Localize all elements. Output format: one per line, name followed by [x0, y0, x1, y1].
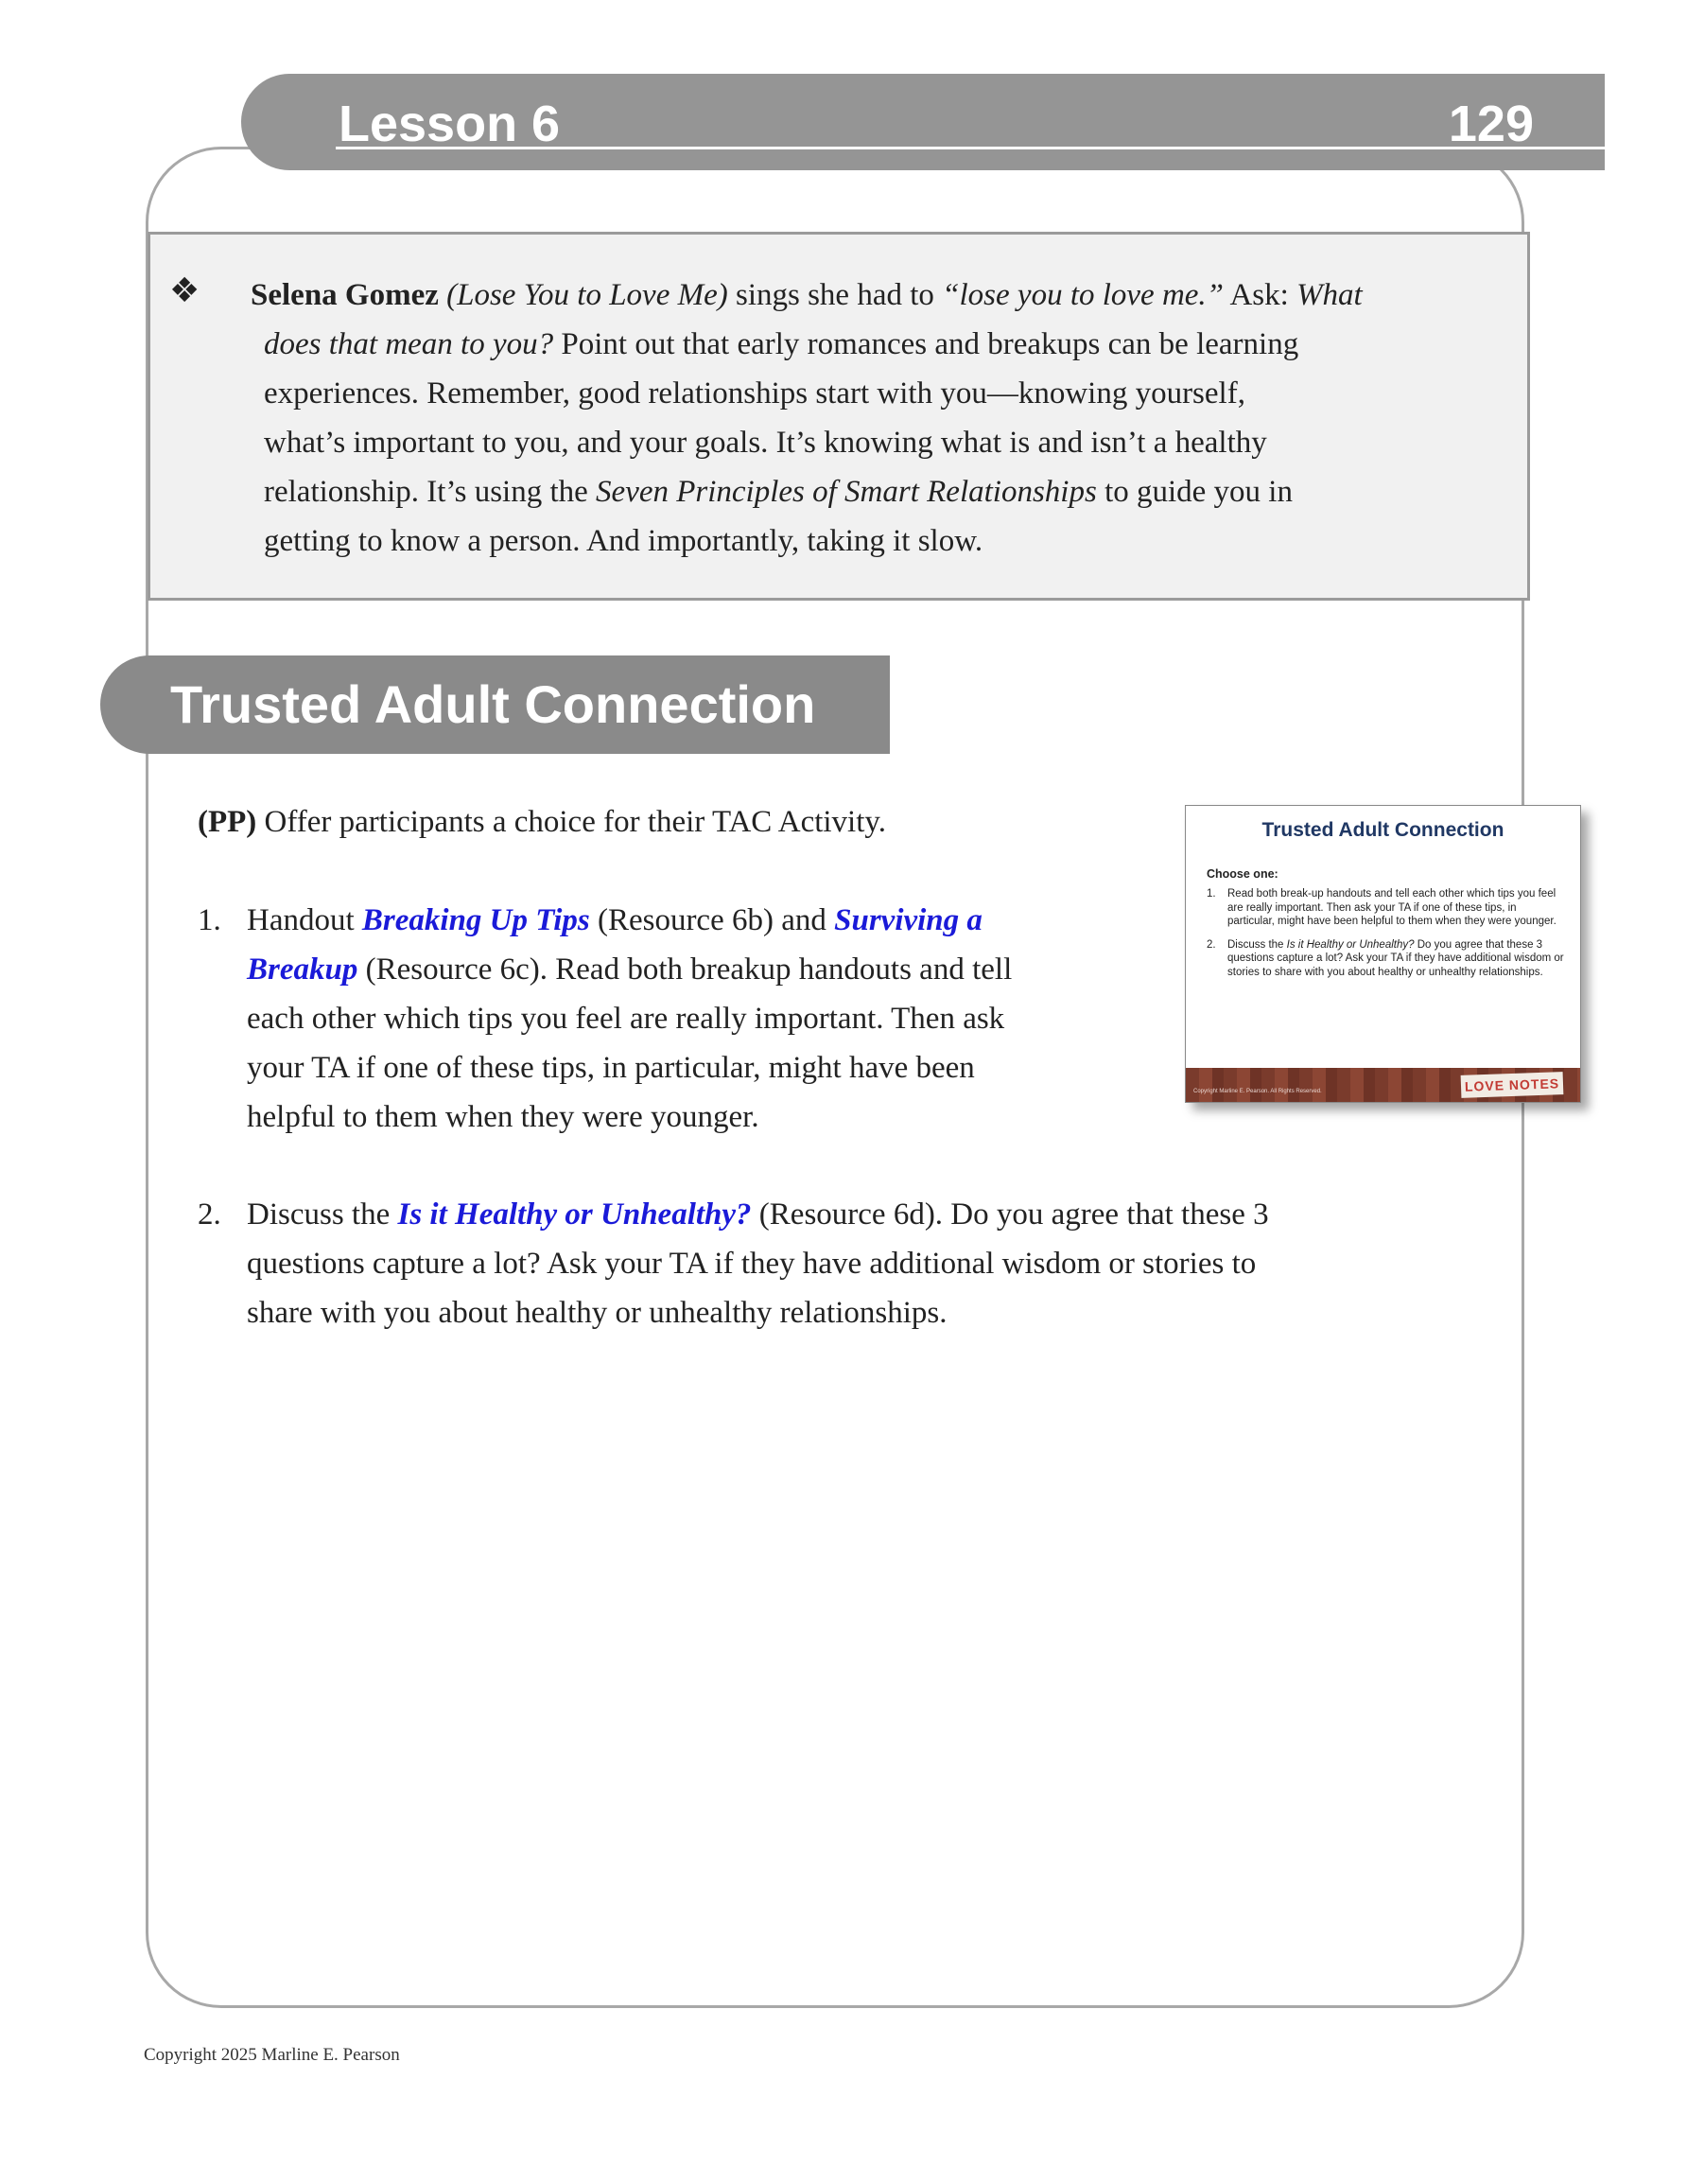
is-it-healthy-link[interactable]: Is it Healthy or Unhealthy? — [397, 1197, 752, 1232]
pp-tag: (PP) — [198, 805, 257, 839]
slide-subtitle: Choose one: — [1207, 867, 1278, 881]
callout-line-3: experiences. Remember, good relationships start with you—knowing yourself, — [264, 376, 1245, 411]
diamond-bullet-icon: ❖ — [169, 271, 200, 310]
lesson-title: Lesson 6 — [339, 96, 561, 152]
callout-text — [169, 271, 1465, 566]
intro-paragraph: (PP) Offer participants a choice for their TAC Activity. — [198, 805, 887, 839]
selena-gomez-callout — [148, 232, 1530, 601]
footer-copyright: Copyright 2025 Marline E. Pearson — [144, 2045, 400, 2065]
section-title: Trusted Adult Connection — [170, 674, 816, 734]
surviving-a-breakup-link[interactable]: Surviving a — [834, 903, 983, 937]
callout-line-5: relationship. It’s using the Seven Principles of Smart Relationships to guide you in — [264, 475, 1293, 509]
callout-line-4: what’s important to you, and your goals. It’s knowing what is and isn’t a healthy — [264, 426, 1267, 460]
song-quote: “lose you to love me.” — [942, 278, 1225, 312]
callout-line-1: Selena Gomez (Lose You to Love Me) sings she had to “lose you to love me.” Ask: What — [251, 278, 1363, 312]
slide-thumbnail — [1185, 805, 1581, 1103]
surviving-a-breakup-link-cont[interactable]: Breakup — [247, 952, 358, 987]
artist-name: Selena Gomez — [251, 278, 439, 312]
song-title: (Lose You to Love Me) — [446, 278, 728, 312]
slide-list-item: 2. Discuss the Is it Healthy or Unhealthy? Do you agree that these 3 questions capture a lot? Ask your TA if they have additional wisdom or stories to share with you about healthy or unhealthy relationships. — [1207, 938, 1564, 978]
slide-list — [1207, 887, 1564, 988]
callout-line-2: does that mean to you? Point out that early romances and breakups can be learning — [264, 327, 1299, 361]
callout-line-6: getting to know a person. And importantly, taking it slow. — [264, 524, 983, 558]
page-number: 129 — [1448, 96, 1534, 152]
breaking-up-tips-link[interactable]: Breaking Up Tips — [361, 903, 590, 937]
love-notes-logo: LOVE NOTES — [1461, 1072, 1564, 1098]
slide-list-item: 1. Read both break-up handouts and tell each other which tips you feel are really important. Then ask your TA if one of these tips, in particular, might have been helpful to them when they were younger. — [1207, 888, 1557, 927]
principles-title: Seven Principles of Smart Relationships — [596, 475, 1097, 509]
slide-title: Trusted Adult Connection — [1261, 819, 1504, 841]
slide-copyright: Copyright Marline E. Pearson. All Rights Reserved. — [1193, 1089, 1322, 1094]
